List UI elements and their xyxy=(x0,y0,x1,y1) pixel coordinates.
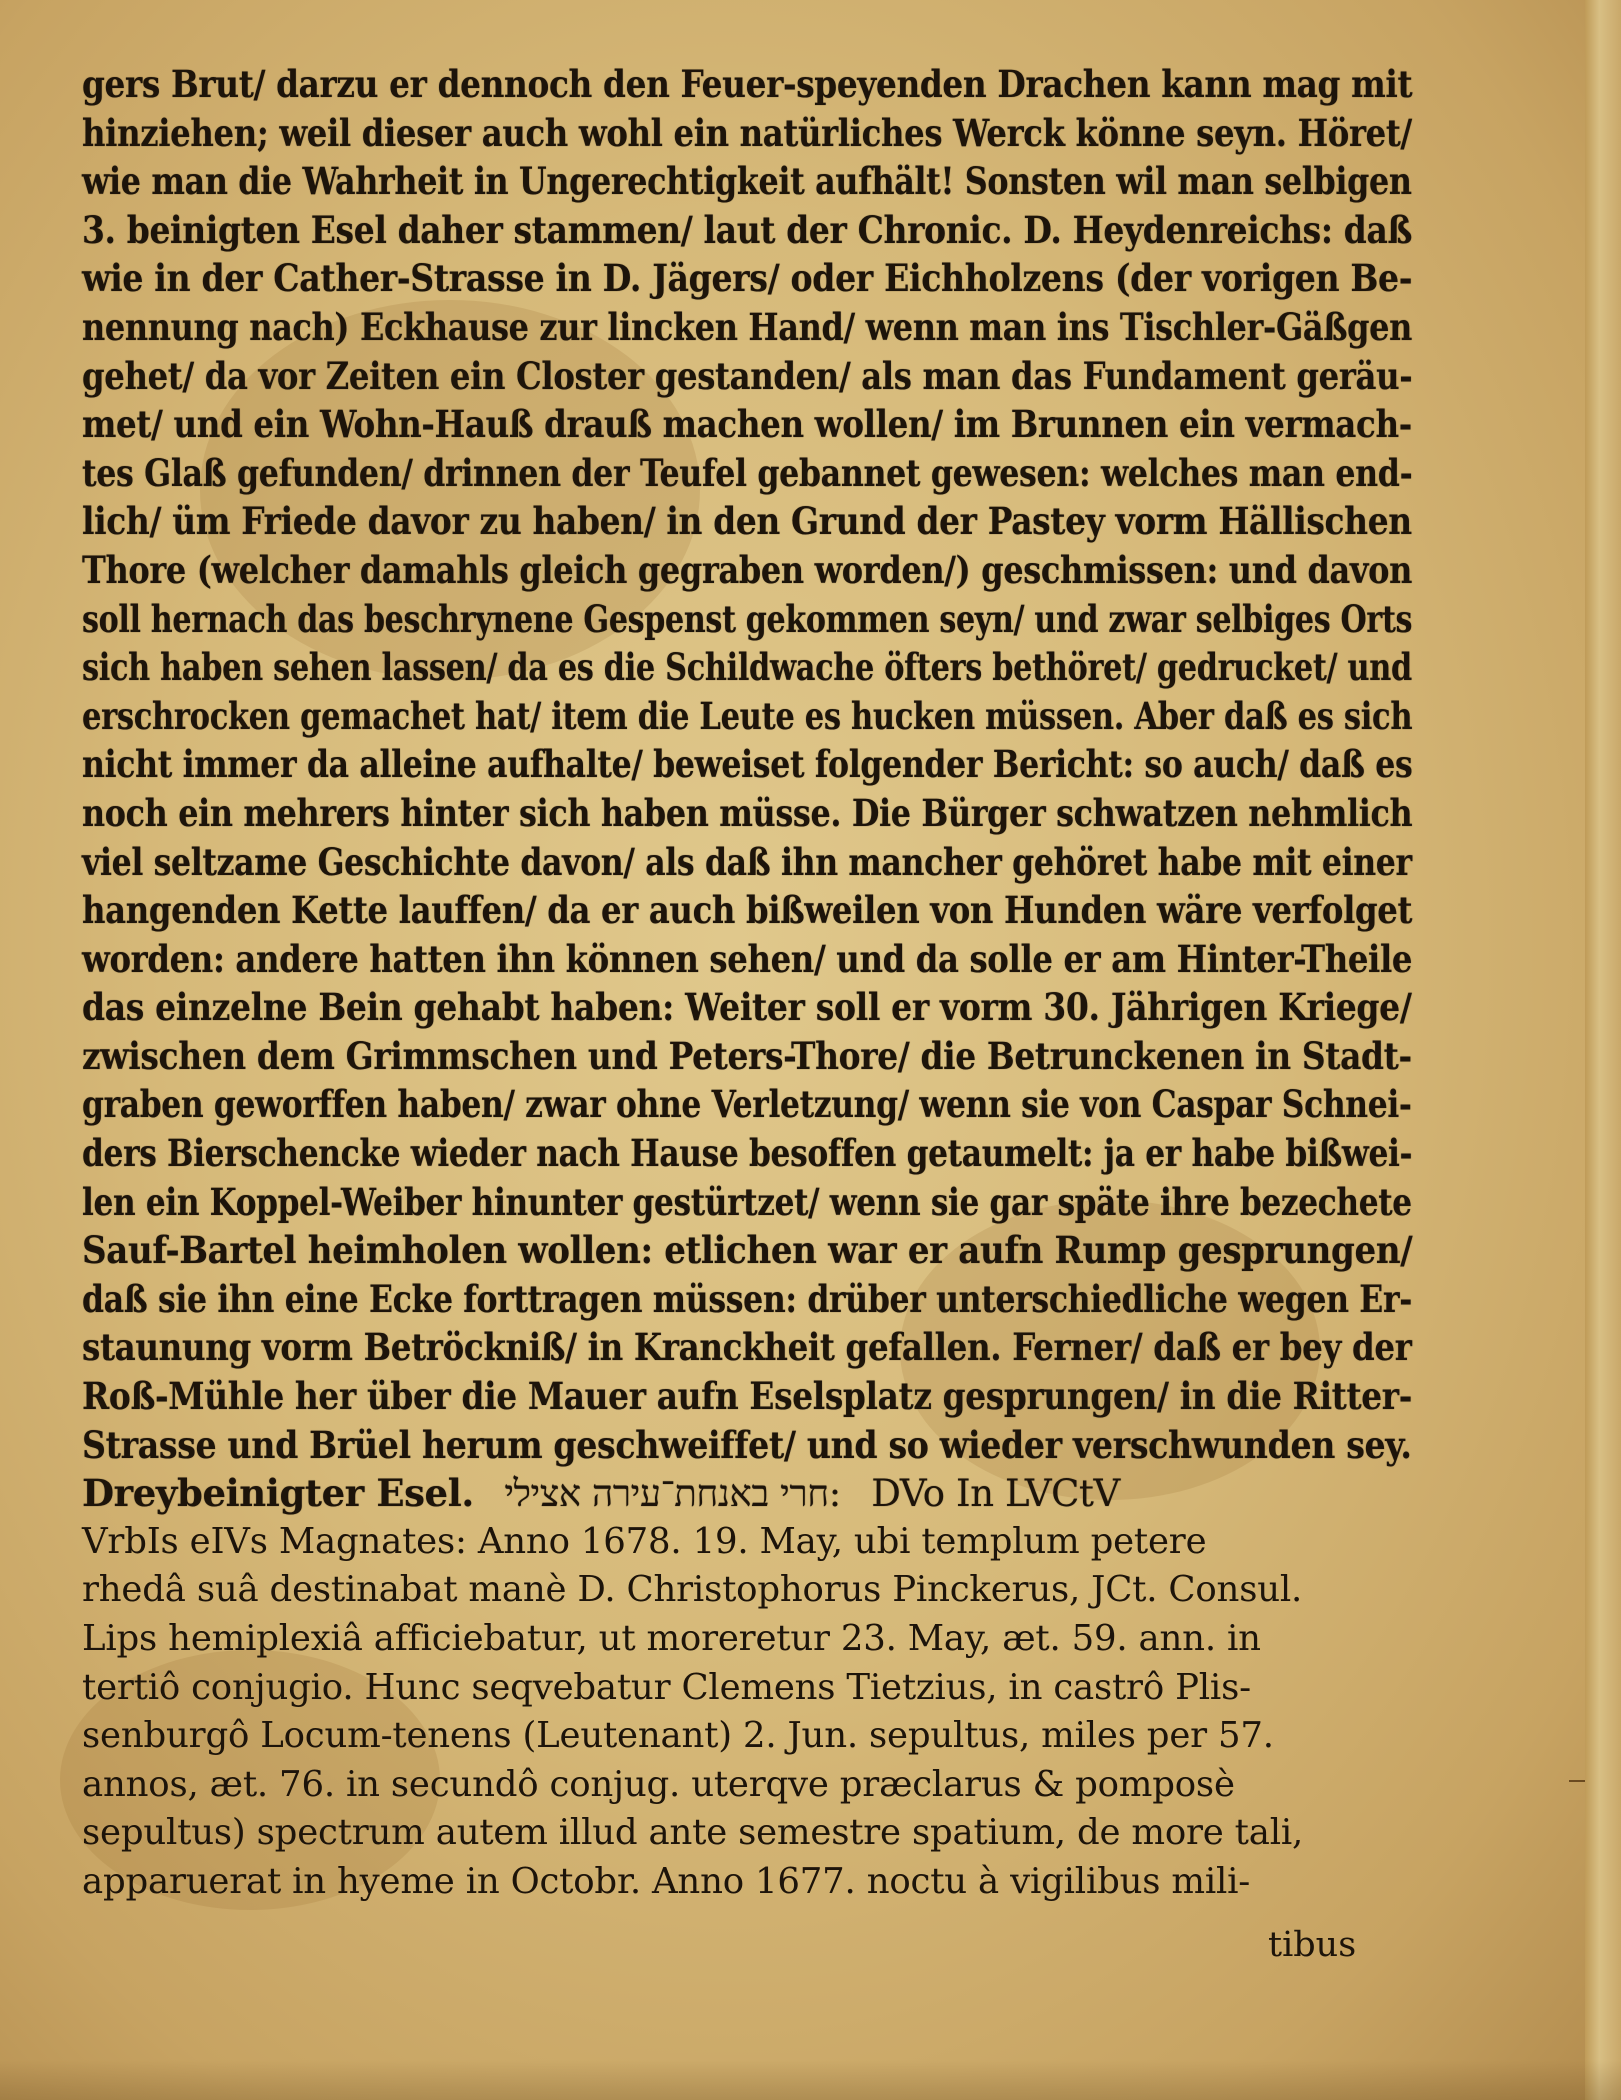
fraktur-line: tes Glaß gefunden/ drinnen der Teufel gebannet gewesen: welches man end- xyxy=(82,450,1413,495)
fraktur-line: gehet/ da vor Zeiten ein Closter gestanden/ als man das Fundament geräu- xyxy=(82,353,1413,398)
page-shadow xyxy=(0,2060,1621,2100)
fraktur-line: nicht immer da alleine aufhalte/ beweiset folgender Bericht: so auch/ daß es xyxy=(82,742,1413,787)
fraktur-line: erschrocken gemachet hat/ item die Leute es hucken müssen. Aber daß es sich xyxy=(82,693,1413,738)
page-body xyxy=(82,60,1412,1907)
fraktur-line: lich/ üm Friede davor zu haben/ in den Grund der Pastey vorm Hällischen xyxy=(82,499,1412,544)
fraktur-line: wie in der Cather-Strasse in D. Jägers/ oder Eichholzens (der vorigen Be- xyxy=(82,256,1413,301)
fraktur-line: noch ein mehrers hinter sich haben müsse. Die Bürger schwatzen nehmlich xyxy=(82,790,1413,835)
latin-line: sepultus) spectrum autem illud ante semestre spatium, de more tali, xyxy=(82,1812,1304,1854)
heading-fraktur: Dreybeinigter Esel. xyxy=(82,1471,474,1516)
fraktur-line: nennung nach) Eckhause zur lincken Hand/ wenn man ins Tischler-Gäßgen xyxy=(82,304,1413,349)
latin-line: annos, æt. 76. in secundô conjug. uterqve præclarus & pomposè xyxy=(82,1763,1235,1805)
catchword: tibus xyxy=(1268,1925,1357,1965)
fraktur-line: len ein Koppel-Weiber hinunter gestürtzet/ wenn sie gar späte ihre bezechete xyxy=(82,1179,1412,1224)
fraktur-line: Roß-Mühle her über die Mauer aufn Eselsplatz gesprungen/ in die Ritter- xyxy=(82,1374,1412,1419)
fraktur-line: daß sie ihn eine Ecke forttragen müssen: drüber unterschiedliche wegen Er- xyxy=(82,1276,1412,1321)
fraktur-line: das einzelne Bein gehabt haben: Weiter soll er vorm 30. Jährigen Kriege/ xyxy=(82,985,1412,1030)
latin-line: VrbIs eIVs Magnates: Anno 1678. 19. May, ubi templum petere xyxy=(82,1520,1207,1562)
fraktur-line: viel seltzame Geschichte davon/ als daß ihn mancher gehöret habe mit einer xyxy=(82,839,1412,884)
page-mark xyxy=(1569,1780,1585,1782)
latin-line: Lips hemiplexiâ afficiebatur, ut moreretur 23. May, æt. 59. ann. in xyxy=(82,1618,1261,1659)
fraktur-line: ders Bierschencke wieder nach Hause besoffen getaumelt: ja er habe bißwei- xyxy=(82,1131,1413,1176)
fraktur-line: Sauf-Bartel heimholen wollen: etlichen war er aufn Rump gesprungen/ xyxy=(82,1228,1413,1273)
heading-hebrew: :חרי באנחת־עירה אצילי xyxy=(504,1472,841,1516)
fraktur-line: sich haben sehen lassen/ da es die Schildwache öfters bethöret/ gedrucket/ und xyxy=(82,645,1412,690)
fraktur-line: Strasse und Brüel herum geschweiffet/ und so wieder verschwunden sey. xyxy=(82,1422,1412,1467)
fraktur-line: graben geworffen haben/ zwar ohne Verletzung/ wenn sie von Caspar Schnei- xyxy=(82,1082,1412,1127)
latin-line: senburgô Locum-tenens (Leutenant) 2. Jun. sepultus, miles per 57. xyxy=(82,1715,1274,1757)
latin-line: apparuerat in hyeme in Octobr. Anno 1677. noctu à vigilibus mili- xyxy=(82,1860,1251,1902)
fraktur-line: wie man die Wahrheit in Ungerechtigkeit aufhält! Sonsten wil man selbigen xyxy=(82,159,1412,204)
fraktur-line: hangenden Kette lauffen/ da er auch bißweilen von Hunden wäre verfolget xyxy=(82,888,1413,933)
fraktur-line: Thore (welcher damahls gleich gegraben worden/) geschmissen: und davon xyxy=(82,547,1413,592)
fraktur-line: soll hernach das beschrynene Gespenst gekommen seyn/ und zwar selbiges Orts xyxy=(82,596,1413,641)
fraktur-line: hinziehen; weil dieser auch wohl ein natürliches Werck könne seyn. Höret/ xyxy=(82,110,1412,155)
latin-line: rhedâ suâ destinabat manè D. Christophorus Pinckerus, JCt. Consul. xyxy=(82,1569,1303,1611)
fraktur-line: gers Brut/ darzu er dennoch den Feuer-speyenden Drachen kann mag mit xyxy=(82,62,1413,106)
fraktur-line: met/ und ein Wohn-Hauß drauß machen wollen/ im Brunnen ein vermach- xyxy=(82,402,1412,447)
fraktur-line: 3. beinigten Esel daher stammen/ laut der Chronic. D. Heydenreichs: daß xyxy=(82,207,1413,252)
page-edge xyxy=(1585,0,1621,2100)
heading-latin: DVo In LVCtV xyxy=(871,1472,1120,1516)
fraktur-line: zwischen dem Grimmschen und Peters-Thore/ die Betrunckenen in Stadt- xyxy=(82,1033,1412,1078)
latin-line: tertiô conjugio. Hunc seqvebatur Clemens Tietzius, in castrô Plis- xyxy=(82,1666,1251,1708)
fraktur-line: staunung vorm Betröckniß/ in Kranckheit gefallen. Ferner/ daß er bey der xyxy=(82,1325,1412,1370)
chronogram-heading xyxy=(82,1469,1412,1518)
fraktur-line: worden: andere hatten ihn können sehen/ und da solle er am Hinter-Theile xyxy=(82,936,1413,981)
